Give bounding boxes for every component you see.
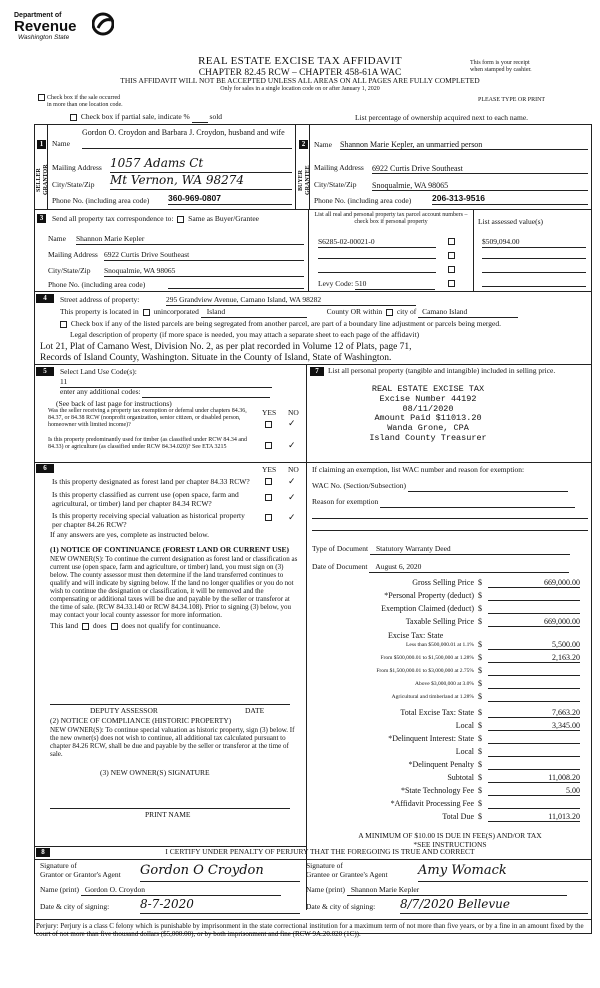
section-2-number: 2 [299,140,308,149]
street-field[interactable]: 295 Grandview Avenue, Camano Island, WA 98282 [166,296,416,306]
located-row [60,308,518,318]
notice-1-title: (1) NOTICE OF CONTINUANCE (FOREST LAND OR CURRENT USE) [50,545,290,554]
s5-q2-yes-checkbox[interactable] [265,442,272,449]
s5-q1-yes-checkbox[interactable] [265,421,272,428]
certify-statement: I CERTIFY UNDER PENALTY OF PERJURY THAT THE FOREGOING IS TRUE AND CORRECT [165,847,475,856]
logo [14,12,134,52]
additional-codes-row [60,388,270,398]
total-label: *State Technology Fee [400,786,474,795]
s3-mailing-label: Mailing Address [48,250,98,259]
s6-q1-no-check[interactable]: ✓ [288,476,296,486]
partial-sale-percent-field[interactable] [192,113,208,123]
logo-line-revenue: Revenue [14,18,77,36]
total-row [312,747,592,761]
print-name-label: PRINT NAME [145,810,191,819]
segregated-label: Check box if any of the listed parcels are being segregated from another parcel, are part of a boundary line adjustment or parcels being merged. [70,319,501,328]
stamp-line-3: 08/11/2020 [402,403,454,414]
calc-label: *Personal Property (deduct) [384,591,474,600]
notice-2-title: (2) NOTICE OF COMPLIANCE (HISTORIC PROPERTY) [50,716,232,725]
grantor-signature-label [40,862,121,879]
s3-name-field[interactable]: Shannon Marie Kepler [76,235,304,245]
receipt-note [470,60,590,74]
dollar-sign: $ [478,734,482,743]
grantor-signature-label-1: Signature of [40,861,77,870]
total-row [312,760,592,774]
county-label: County OR within [326,307,383,316]
grantor-name-label: Name (print) [40,885,79,894]
levy-label: Levy Code: [318,279,354,288]
receipt-note-line1: This form is your receipt [470,60,530,66]
grantee-signature-label-1: Signature of [306,861,343,870]
stamp-line-2: Excise Number 44192 [379,393,477,404]
s6-yes-header: YES [262,465,277,474]
does-not-checkbox[interactable] [111,623,118,630]
unincorporated-label: unincorporated [153,307,199,316]
new-owner-signature-label: (3) NEW OWNER(S) SIGNATURE [100,768,210,777]
form-subtitle: CHAPTER 82.45 RCW – CHAPTER 458-61A WAC [198,67,402,78]
wac-field[interactable] [408,482,568,492]
notice-1-body: NEW OWNER(S): To continue the current designation as forest land or classification as current use (open space, farm and agriculture, or timber) land, you must sign on (3) below. The county assessor must then determine if the land transferred continues to qualify and will indicate by signing below. If the land no longer qualifies or you do not wish to continue the designation or classification, it will be removed and the compensating or additional taxes will be due and payable by the seller or transferor at the time of sale. (RCW 84.33.140 or RCW 84.34.108). Prior to signing (3) below, you may contact your local county assessor for more information. [50,555,298,620]
total-row [312,734,592,748]
dollar-sign: $ [478,653,482,662]
doc-date-label: Date of Document [312,562,368,571]
dollar-sign: $ [478,708,482,717]
dollar-sign: $ [478,640,482,649]
grantor-name-row [40,886,281,896]
print-note: PLEASE TYPE OR PRINT [478,97,546,103]
does-checkbox[interactable] [82,623,89,630]
tier-label: Less than $500,000.01 at 1.1% [406,642,474,648]
tier-label: From $1,500,000.01 to $3,000,000 at 2.75% [376,668,474,674]
land-use-field[interactable]: 11 [60,378,272,388]
additional-codes-label: enter any additional codes: [60,387,141,396]
seller-name-row [52,128,292,148]
grantee-name-row [306,886,567,896]
segregated-checkbox[interactable] [60,321,67,328]
ownership-note: List percentage of ownership acquired next to each name. [355,113,529,122]
total-label: Subtotal [447,773,474,782]
located-label: This property is located in [60,307,139,316]
legal-line-1: Lot 21, Plat of Camano West, Division No. 2, as per plat recorded in Volume 12 of Plats, page 71, [40,342,412,352]
partial-sale-checkbox[interactable] [70,114,77,121]
parcel-personal-checkbox[interactable] [448,238,455,245]
buyer-name-label: Name [314,140,332,149]
calc-row [312,604,592,618]
seller-mailing-field[interactable]: 1057 Adams Ct [110,157,292,173]
seller-phone-field[interactable]: 360-969-0807 [168,194,292,205]
s6-question-1: Is this property designated as forest land per chapter 84.33 RCW? [52,477,250,486]
exemption-label: If claiming an exemption, list WAC number and reason for exemption: [312,465,525,474]
logo-line-state: Washington State [18,34,70,42]
subtotal-field[interactable]: 11,008.20 [488,773,580,783]
tier-2-field[interactable]: 2,163.20 [488,653,580,663]
partial-sale-sold: sold [209,112,223,121]
doc-date-row [312,563,569,573]
total-row [312,721,592,735]
multi-location-text [38,94,123,109]
s5-no-header: NO [288,408,299,417]
calc-label: Gross Selling Price [412,578,474,587]
grantor-signature-label-2: Grantor or Grantor's Agent [40,869,121,879]
total-due-field[interactable]: 11,013.20 [488,812,580,822]
tier-5-field[interactable] [488,692,580,702]
does-label: does [92,621,107,630]
section-6-number: 6 [36,464,54,473]
dollar-sign: $ [478,786,482,795]
total-row [312,708,592,722]
tier-4-field[interactable] [488,679,580,689]
s6-question-2: Is this property classified as current use (open space, farm and agricultural, or timber) land per chapter 84.34 RCW? [52,490,239,508]
dollar-sign: $ [478,760,482,769]
section-7-number: 7 [310,367,324,376]
s5-q2-no-check[interactable]: ✓ [288,440,296,450]
dollar-sign: $ [478,773,482,782]
grantor-name-field[interactable]: Gordon O. Croydon [81,886,281,896]
seller-name-label: Name [52,139,70,148]
doc-type-label: Type of Document [312,544,369,553]
tier-1-field[interactable]: 5,500.00 [488,640,580,650]
grantor-date-row [40,903,109,912]
delinquent-penalty-field[interactable] [488,760,580,770]
additional-codes-field[interactable] [142,388,270,398]
dollar-sign: $ [478,617,482,626]
s6-q1-yes-checkbox[interactable] [265,478,272,485]
dollar-sign: $ [478,692,482,701]
assessed-value-field[interactable]: $509,094.00 [482,238,586,248]
levy-code-field[interactable]: 510 [355,280,435,290]
correspondence-label: Send all property tax correspondence to: [52,214,174,223]
s3-name-label: Name [48,234,66,243]
technology-fee-field[interactable]: 5.00 [488,786,580,796]
dollar-sign: $ [478,679,482,688]
dollar-sign: $ [478,721,482,730]
parcel-number-field[interactable]: S6285-02-00021-0 [318,238,436,248]
total-label: *Affidavit Processing Fee [390,799,474,808]
this-land-label: This land [50,621,79,630]
city-of-label: city of [396,307,417,316]
same-as-buyer-checkbox[interactable] [177,216,184,223]
calc-label: Taxable Selling Price [405,617,474,626]
section-5-number: 5 [36,367,54,376]
seller-name-field[interactable]: Gordon O. Croydon and Barbara J. Croydon, husband and wife [82,128,285,137]
s5-question-2: Is this property predominantly used for timber (as classified under RCW 84.34 and 84.33) or agriculture (as classified under RCW 84.34.020)? See ETA 3215 [48,437,248,450]
calc-row [312,617,592,631]
stamp-line-1: REAL ESTATE EXCISE TAX [371,384,485,394]
total-label: *Delinquent Interest: State [388,734,474,743]
s6-question-3: Is this property receiving special valuation as historical property per chapter 84.26 RCW? [52,511,245,529]
s3-city-label: City/State/Zip [48,266,91,275]
deputy-assessor-label: DEPUTY ASSESSOR [90,706,158,715]
buyer-phone-label: Phone No. (including area code) [314,196,412,205]
s6-q3-no-check[interactable]: ✓ [288,512,296,522]
grantee-name-field[interactable]: Shannon Marie Kepler [347,886,567,896]
grantee-signature-label-2: Grantee or Grantee's Agent [306,869,388,879]
grantee-name-label: Name (print) [306,885,345,894]
taxable-selling-price-field[interactable]: 669,000.00 [488,617,580,627]
multi-location-line2: in more than one location code. [47,101,123,108]
s5-yes-header: YES [262,408,277,417]
total-row [312,799,592,813]
section-8-number: 8 [36,848,50,857]
total-label: *Delinquent Penalty [408,760,474,769]
logo-line-department: Department of [14,12,62,19]
tier-label: Agricultural and timberland at 1.28% [391,694,474,700]
if-any-yes-note: If any answers are yes, complete as instructed below. [50,530,210,539]
tier-label: From $500,000.01 to $1,500,000 at 1.28% [380,655,474,661]
minimum-line-1: A MINIMUM OF $10.00 IS DUE IN FEE(S) AND/OR TAX [358,831,542,840]
buyer-city-label: City/State/Zip [314,180,357,189]
s6-q3-yes-checkbox[interactable] [265,514,272,521]
personal-property-deduct-field[interactable] [488,591,580,601]
city-of-field[interactable]: Camano Island [418,308,518,318]
dollar-sign: $ [478,812,482,821]
total-label: Total Excise Tax: State [400,708,474,717]
wac-row [312,482,568,492]
form-title: REAL ESTATE EXCISE TAX AFFIDAVIT [198,55,402,67]
levy-row [318,280,435,290]
buyer-name-field[interactable]: Shannon Marie Kepler, an unmarried person [340,140,588,150]
buyer-mailing-field[interactable]: 6922 Curtis Drive Southeast [372,164,588,174]
minimum-line-2: *SEE INSTRUCTIONS [413,839,487,849]
excise-state-label: Excise Tax: State [388,631,444,640]
s3-mailing-field[interactable]: 6922 Curtis Drive Southeast [104,251,304,261]
exemption-deduct-field[interactable] [488,604,580,614]
total-label: Total Due [442,812,474,821]
buyer-side-label: BUYER GRANTEE [298,165,311,195]
buyer-phone-field[interactable]: 206-313-9516 [432,194,588,205]
does-not-label: does not qualify for continuance. [121,621,221,630]
partial-sale-label: Check box if partial sale, indicate % [80,112,190,121]
tier-label: Above $3,000,000 at 3.0% [415,681,474,687]
city-of-checkbox[interactable] [386,309,393,316]
dollar-sign: $ [478,604,482,613]
stamp-line-6: Island County Treasurer [369,432,487,443]
excise-local-field[interactable]: 3,345.00 [488,721,580,731]
delinquent-interest-local-field[interactable] [488,747,580,757]
dollar-sign: $ [478,666,482,675]
perjury-statement: Perjury: Perjury is a class C felony which is punishable by imprisonment in the state correctional institution for a maximum term of not more than five years, or by a fine in an amount fixed by the court of not more than five thousand dollars ($5,000.00), or by both imprisonment and fine (RCW 9A.20.020 (1C)). [36,922,584,939]
see-back-note: (See back of last page for instructions) [56,399,172,408]
section-3-number: 3 [37,214,46,223]
form-warning: THIS AFFIDAVIT WILL NOT BE ACCEPTED UNLESS ALL AREAS ON ALL PAGES ARE FULLY COMPLETED [120,76,480,85]
single-location-note: Only for sales in a single location code on or after January 1, 2020 [220,86,380,92]
assessed-header: List assessed value(s) [478,217,543,226]
dollar-sign: $ [478,747,482,756]
multi-location-line1: Check box if the sale occurred [47,94,121,101]
treasurer-stamp [338,385,518,444]
personal-property-label: List all personal property (tangible and intangible) included in selling price. [328,366,556,375]
seller-city-label: City/State/Zip [52,180,95,189]
stamp-line-5: Wanda Grone, CPA [387,423,469,434]
seller-side-label: SELLER GRANTOR [36,164,49,196]
total-label: Local [455,721,474,730]
s6-no-header: NO [288,465,299,474]
dollar-sign: $ [478,799,482,808]
total-label: Local [455,747,474,756]
seller-city-field[interactable]: Mt Vernon, WA 98274 [110,174,292,190]
assessor-date-label: DATE [245,706,265,715]
doc-date-field[interactable]: August 6, 2020 [369,563,569,573]
grantee-signature-label [306,862,388,879]
grantor-date-label: Date & city of signing: [40,902,110,911]
section-4-number: 4 [36,294,54,303]
dollar-sign: $ [478,591,482,600]
multi-location-checkbox[interactable] [38,94,45,101]
section-1-number: 1 [37,140,46,149]
grantor-signature[interactable]: Gordon O Croydon [140,864,300,882]
parcel-4-checkbox[interactable] [448,280,455,287]
partial-sale-row [68,113,222,123]
calc-row [312,591,592,605]
parcel-2-checkbox[interactable] [448,252,455,259]
stamp-line-4: Amount Paid $11013.20 [374,413,482,424]
seller-mailing-label: Mailing Address [52,163,102,172]
s3-city-field[interactable]: Snoqualmie, WA 98065 [104,267,304,277]
land-use-label: Select Land Use Code(s): [60,367,137,376]
buyer-city-field[interactable]: Snoqualmie, WA 98065 [372,181,588,191]
s5-q1-no-check[interactable]: ✓ [288,418,296,428]
unincorporated-county-field[interactable]: Island [201,308,307,318]
s5-question-1: Was the seller receiving a property tax exemption or deferral under chapters 84.36, 84.37, or 84.38 RCW (nonprofit organization, senior citizen, or disabled person, homeowner with limited income)? [48,408,247,428]
legal-label: Legal description of property (if more space is needed, you may attach a separate sheet to each page of the affidavit) [70,330,420,339]
grantee-date-field[interactable]: 8/7/2020 Bellevue [400,898,588,914]
s6-q2-yes-checkbox[interactable] [265,494,272,501]
calc-row [312,578,592,592]
reason-label: Reason for exemption [312,497,379,506]
doc-type-row [312,545,570,555]
delinquent-interest-state-field[interactable] [488,734,580,744]
grantee-date-row [306,903,375,912]
s3-phone-label: Phone No. (including area code) [48,280,146,289]
wac-label: WAC No. (Section/Subsection) [312,481,406,490]
segregated-row [60,320,590,329]
total-row [312,786,592,800]
grantee-signature[interactable]: Amy Womack [418,864,588,882]
correspondence-row [52,215,259,224]
unincorporated-checkbox[interactable] [143,309,150,316]
street-label: Street address of property: [60,295,140,304]
calc-label: Exemption Claimed (deduct) [381,604,474,613]
receipt-note-line2: when stamped by cashier. [470,66,532,73]
tier-row [312,694,592,708]
legal-line-2: Records of Island County, Washington. Situate in the County of Island, State of Washington. [40,353,392,363]
same-as-buyer-label: Same as Buyer/Grantee [188,214,259,223]
doc-type-field[interactable]: Statutory Warranty Deed [370,545,570,555]
total-row [312,773,592,787]
parcel-header: List all real and personal property tax parcel account numbers – check box if personal property [314,212,468,225]
gross-selling-price-field[interactable]: 669,000.00 [488,578,580,588]
parcel-3-checkbox[interactable] [448,266,455,273]
dollar-sign: $ [478,578,482,587]
seller-phone-label: Phone No. (including area code) [52,196,150,205]
reason-field[interactable] [380,498,575,508]
total-row [312,812,592,826]
buyer-mailing-label: Mailing Address [314,163,364,172]
logo-mark-icon [92,12,114,36]
continuance-row [50,622,220,631]
processing-fee-field[interactable] [488,799,580,809]
notice-2-body: NEW OWNER(S): To continue special valuation as historic property, sign (3) below. If the new owner(s) does not wish to continue, all additional tax calculated pursuant to chapter 84.26 RCW, shall be due and payable by the seller or transferor at the time of sale. [50,726,295,759]
total-excise-state-field[interactable]: 7,663.20 [488,708,580,718]
tier-3-field[interactable] [488,666,580,676]
grantee-date-label: Date & city of signing: [306,902,376,911]
reason-row [312,498,575,508]
s6-q2-no-check[interactable]: ✓ [288,492,296,502]
grantor-date-field[interactable]: 8-7-2020 [140,898,300,914]
